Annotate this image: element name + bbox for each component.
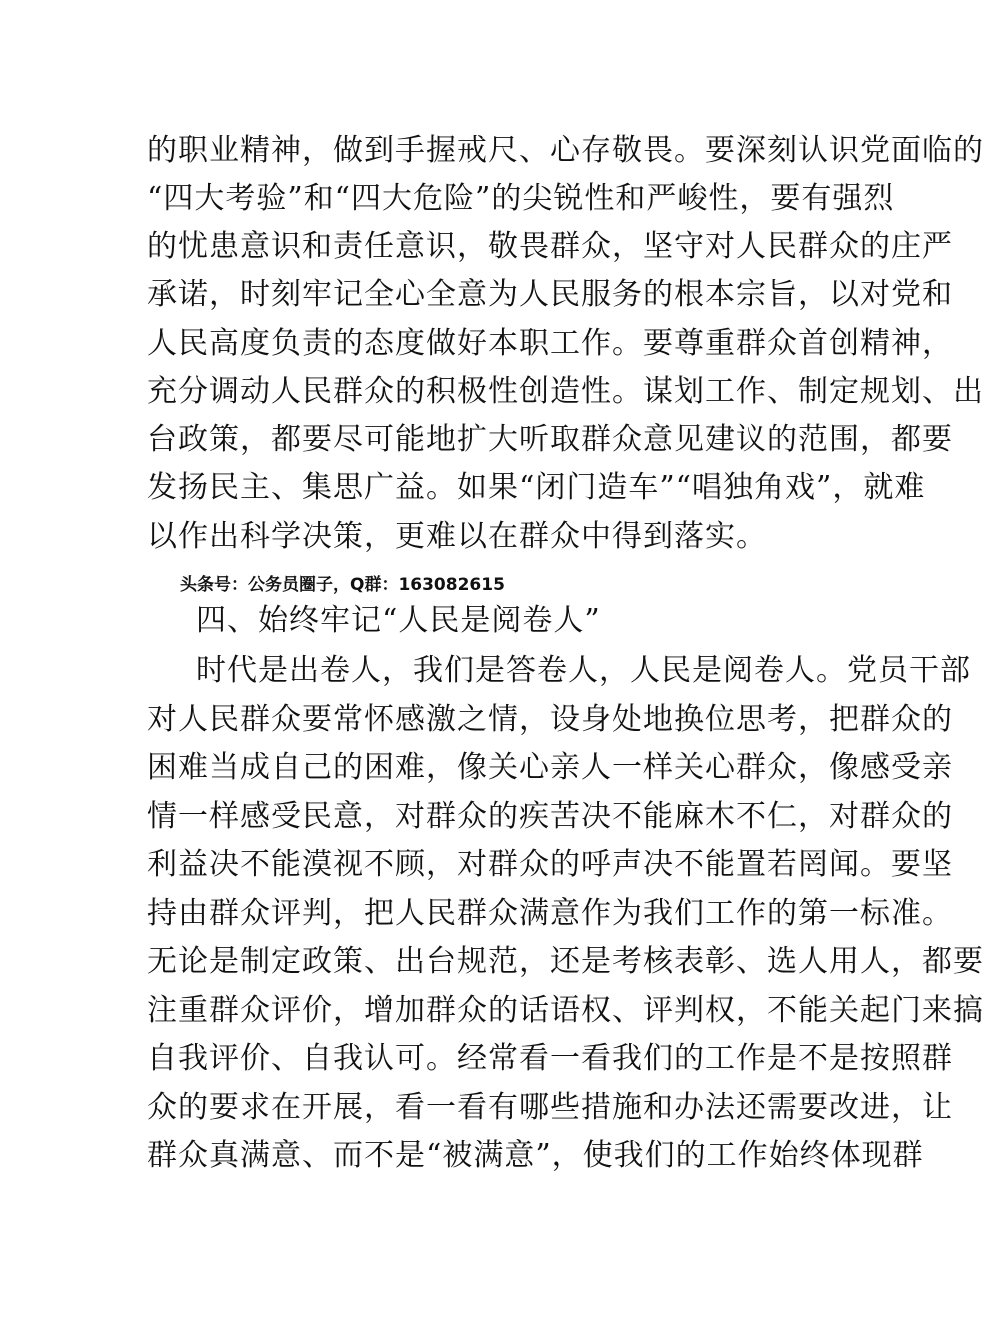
paragraph-line: 群众真满意、而不是“被满意”，使我们的工作始终体现群 [147, 1138, 924, 1173]
paragraph-line: 承诺，时刻牢记全心全意为人民服务的根本宗旨，以对党和 [147, 277, 953, 312]
paragraph-line: 众的要求在开展，看一看有哪些措施和办法还需要改进，让 [147, 1090, 953, 1125]
paragraph-line: “四大考验”和“四大危险”的尖锐性和严峻性，要有强烈 [147, 181, 895, 216]
paragraph-line: 充分调动人民群众的积极性创造性。谋划工作、制定规划、出 [147, 374, 984, 409]
paragraph-line: 发扬民主、集思广益。如果“闭门造车”“唱独角戏”，就难 [147, 470, 926, 505]
paragraph-line: 时代是出卷人，我们是答卷人，人民是阅卷人。党员干部 [196, 653, 971, 688]
paragraph-line: 以作出科学决策，更难以在群众中得到落实。 [147, 519, 767, 554]
paragraph-line: 人民高度负责的态度做好本职工作。要尊重群众首创精神， [147, 326, 953, 361]
paragraph-line: 无论是制定政策、出台规范，还是考核表彰、选人用人，都要 [147, 944, 984, 979]
paragraph-line: 台政策，都要尽可能地扩大听取群众意见建议的范围，都要 [147, 422, 953, 457]
paragraph-line: 持由群众评判，把人民群众满意作为我们工作的第一标准。 [147, 896, 953, 931]
paragraph-line: 情一样感受民意，对群众的疾苦决不能麻木不仁，对群众的 [147, 799, 953, 834]
paragraph-line: 注重群众评价，增加群众的话语权、评判权，不能关起门来搞 [147, 993, 984, 1028]
section-heading: 四、始终牢记“人民是阅卷人” [196, 603, 601, 638]
source-note: 头条号：公务员圈子，Q群：163082615 [180, 575, 505, 595]
paragraph-line: 自我评价、自我认可。经常看一看我们的工作是不是按照群 [147, 1041, 953, 1076]
paragraph-line: 困难当成自己的困难，像关心亲人一样关心群众，像感受亲 [147, 750, 953, 785]
paragraph-line: 的职业精神，做到手握戒尺、心存敬畏。要深刻认识党面临的 [147, 133, 984, 168]
paragraph-line: 利益决不能漠视不顾，对群众的呼声决不能置若罔闻。要坚 [147, 847, 953, 882]
paragraph-line: 对人民群众要常怀感激之情，设身处地换位思考，把群众的 [147, 702, 953, 737]
paragraph-line: 的忧患意识和责任意识，敬畏群众，坚守对人民群众的庄严 [147, 229, 953, 264]
